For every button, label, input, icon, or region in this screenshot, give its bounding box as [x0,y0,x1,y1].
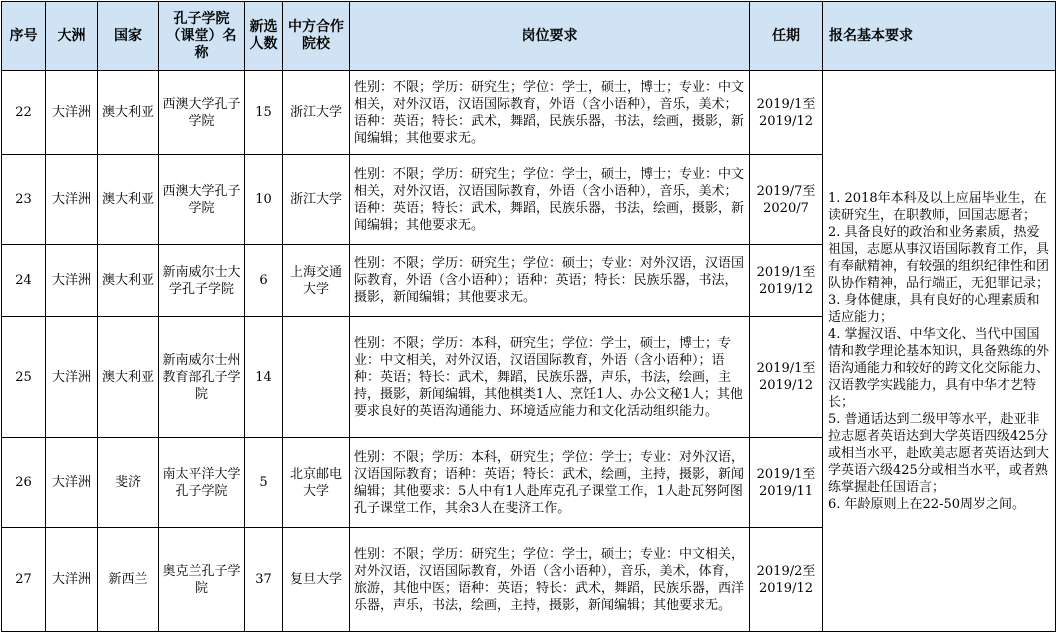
header-institute: 孔子学院（课堂）名称 [159,2,245,71]
cell-seq: 25 [2,317,46,438]
volunteer-positions-table [1,1,1056,632]
cell-institute: 南太平洋大学孔子学院 [159,438,245,528]
header-term: 任期 [750,2,823,71]
cell-count: 14 [245,317,283,438]
cell-institute: 新南威尔士大学孔子学院 [159,245,245,317]
cell-requirements: 性别：不限；学历：本科，研究生；学位：学士，硕士，博士；专业：中文相关，对外汉语，汉语国际教育，外语（含小语种）；语种：英语；特长：武术，舞蹈，民族乐器，声乐，书法，绘画，主持，摄影，新闻编辑，其他棋类1人、烹饪1人、办公文秘1人；其他要求良好的英语沟通能力、环境适应能力和文化活动组织能力。 [350,317,750,438]
cell-seq: 22 [2,71,46,155]
cell-continent: 大洋洲 [46,245,98,317]
cell-partner: 浙江大学 [283,71,350,155]
cell-institute: 西澳大学孔子学院 [159,71,245,155]
basic-requirement-item: 1. 2018年本科及以上应届毕业生，在读研究生，在职教师，回国志愿者； [828,190,1047,223]
cell-requirements: 性别：不限；学历：研究生；学位：学士，硕士；专业：中文相关，对外汉语，汉语国际教育，外语（含小语种），音乐，美术，体育，旅游，其他中医；语种：英语；特长：武术，舞蹈，民族乐器，西洋乐器，声乐，书法，绘画，主持，摄影，新闻编辑；其他要求无。 [350,528,750,632]
cell-partner: 复旦大学 [283,528,350,632]
cell-seq: 27 [2,528,46,632]
basic-requirement-item: 5. 普通话达到二级甲等水平，赴亚非拉志愿者英语达到大学英语四级425分或相当水平，赴欧美志愿者英语达到大学英语六级425分或相当水平，或者熟练掌握赴任国语言； [828,411,1050,495]
cell-seq: 26 [2,438,46,528]
table-row [2,71,1056,155]
basic-requirement-item: 3. 身体健康，具有良好的心理素质和适应能力； [828,292,1040,325]
basic-requirement-item: 2. 具备良好的政治和业务素质，热爱祖国，志愿从事汉语国际教育工作，具有奉献精神，有较强的组织纪律性和团队协作精神，品行端正，无犯罪记录； [828,224,1050,291]
basic-requirement-item: 6. 年龄原则上在22-50周岁之间。 [828,496,1026,512]
header-basic: 报名基本要求 [823,2,1056,71]
cell-institute: 奥克兰孔子学院 [159,528,245,632]
cell-continent: 大洋洲 [46,71,98,155]
cell-country: 澳大利亚 [98,317,159,438]
cell-country: 新西兰 [98,528,159,632]
header-continent: 大洲 [46,2,98,71]
header-row [2,2,1056,71]
cell-count: 5 [245,438,283,528]
cell-seq: 24 [2,245,46,317]
cell-institute: 西澳大学孔子学院 [159,155,245,245]
cell-continent: 大洋洲 [46,317,98,438]
cell-country: 澳大利亚 [98,245,159,317]
cell-partner: 上海交通大学 [283,245,350,317]
header-country: 国家 [98,2,159,71]
cell-institute: 新南威尔士州教育部孔子学院 [159,317,245,438]
cell-requirements: 性别：不限；学历：研究生；学位：学士，硕士，博士；专业：中文相关，对外汉语，汉语国际教育，外语（含小语种），音乐，美术；语种：英语；特长：武术，舞蹈，民族乐器，书法，绘画，摄影，新闻编辑；其他要求无。 [350,155,750,245]
cell-term: 2019/2至2019/12 [750,528,823,632]
cell-country: 澳大利亚 [98,155,159,245]
cell-partner: 浙江大学 [283,155,350,245]
cell-partner: 北京邮电大学 [283,438,350,528]
header-seq: 序号 [2,2,46,71]
cell-count: 37 [245,528,283,632]
header-partner: 中方合作院校 [283,2,350,71]
cell-country: 澳大利亚 [98,71,159,155]
cell-continent: 大洋洲 [46,438,98,528]
cell-requirements: 性别：不限；学历：研究生；学位：硕士；专业：对外汉语，汉语国际教育，外语（含小语种）；语种：英语；特长：民族乐器，书法，摄影，新闻编辑；其他要求无。 [350,245,750,317]
cell-term: 2019/1至2019/11 [750,438,823,528]
header-requirements: 岗位要求 [350,2,750,71]
cell-count: 6 [245,245,283,317]
basic-requirement-item: 4. 掌握汉语、中华文化、当代中国国情和教学理论基本知识，具备熟练的外语沟通能力和较好的跨文化交际能力、汉语教学实践能力，具有中华才艺特长； [828,326,1050,410]
cell-count: 10 [245,155,283,245]
cell-term: 2019/7至2020/7 [750,155,823,245]
cell-continent: 大洋洲 [46,528,98,632]
header-count: 新选人数 [245,2,283,71]
cell-requirements: 性别：不限；学历：本科，研究生；学位：学士；专业：对外汉语，汉语国际教育；语种：英语；特长：武术，绘画，主持，摄影，新闻编辑；其他要求：5人中有1人赴库克孔子课堂工作，1人赴瓦努阿图孔子课堂工作，其余3人在斐济工作。 [350,438,750,528]
cell-term: 2019/1至2019/12 [750,317,823,438]
cell-partner [283,317,350,438]
cell-country: 斐济 [98,438,159,528]
cell-term: 2019/1至2019/12 [750,71,823,155]
cell-seq: 23 [2,155,46,245]
cell-requirements: 性别：不限；学历：研究生；学位：学士，硕士，博士；专业：中文相关，对外汉语，汉语国际教育，外语（含小语种），音乐，美术；语种：英语；特长：武术，舞蹈，民族乐器，书法，绘画，摄影，新闻编辑；其他要求无。 [350,71,750,155]
cell-count: 15 [245,71,283,155]
basic-requirements-cell [823,71,1056,632]
cell-term: 2019/1至2019/12 [750,245,823,317]
cell-continent: 大洋洲 [46,155,98,245]
